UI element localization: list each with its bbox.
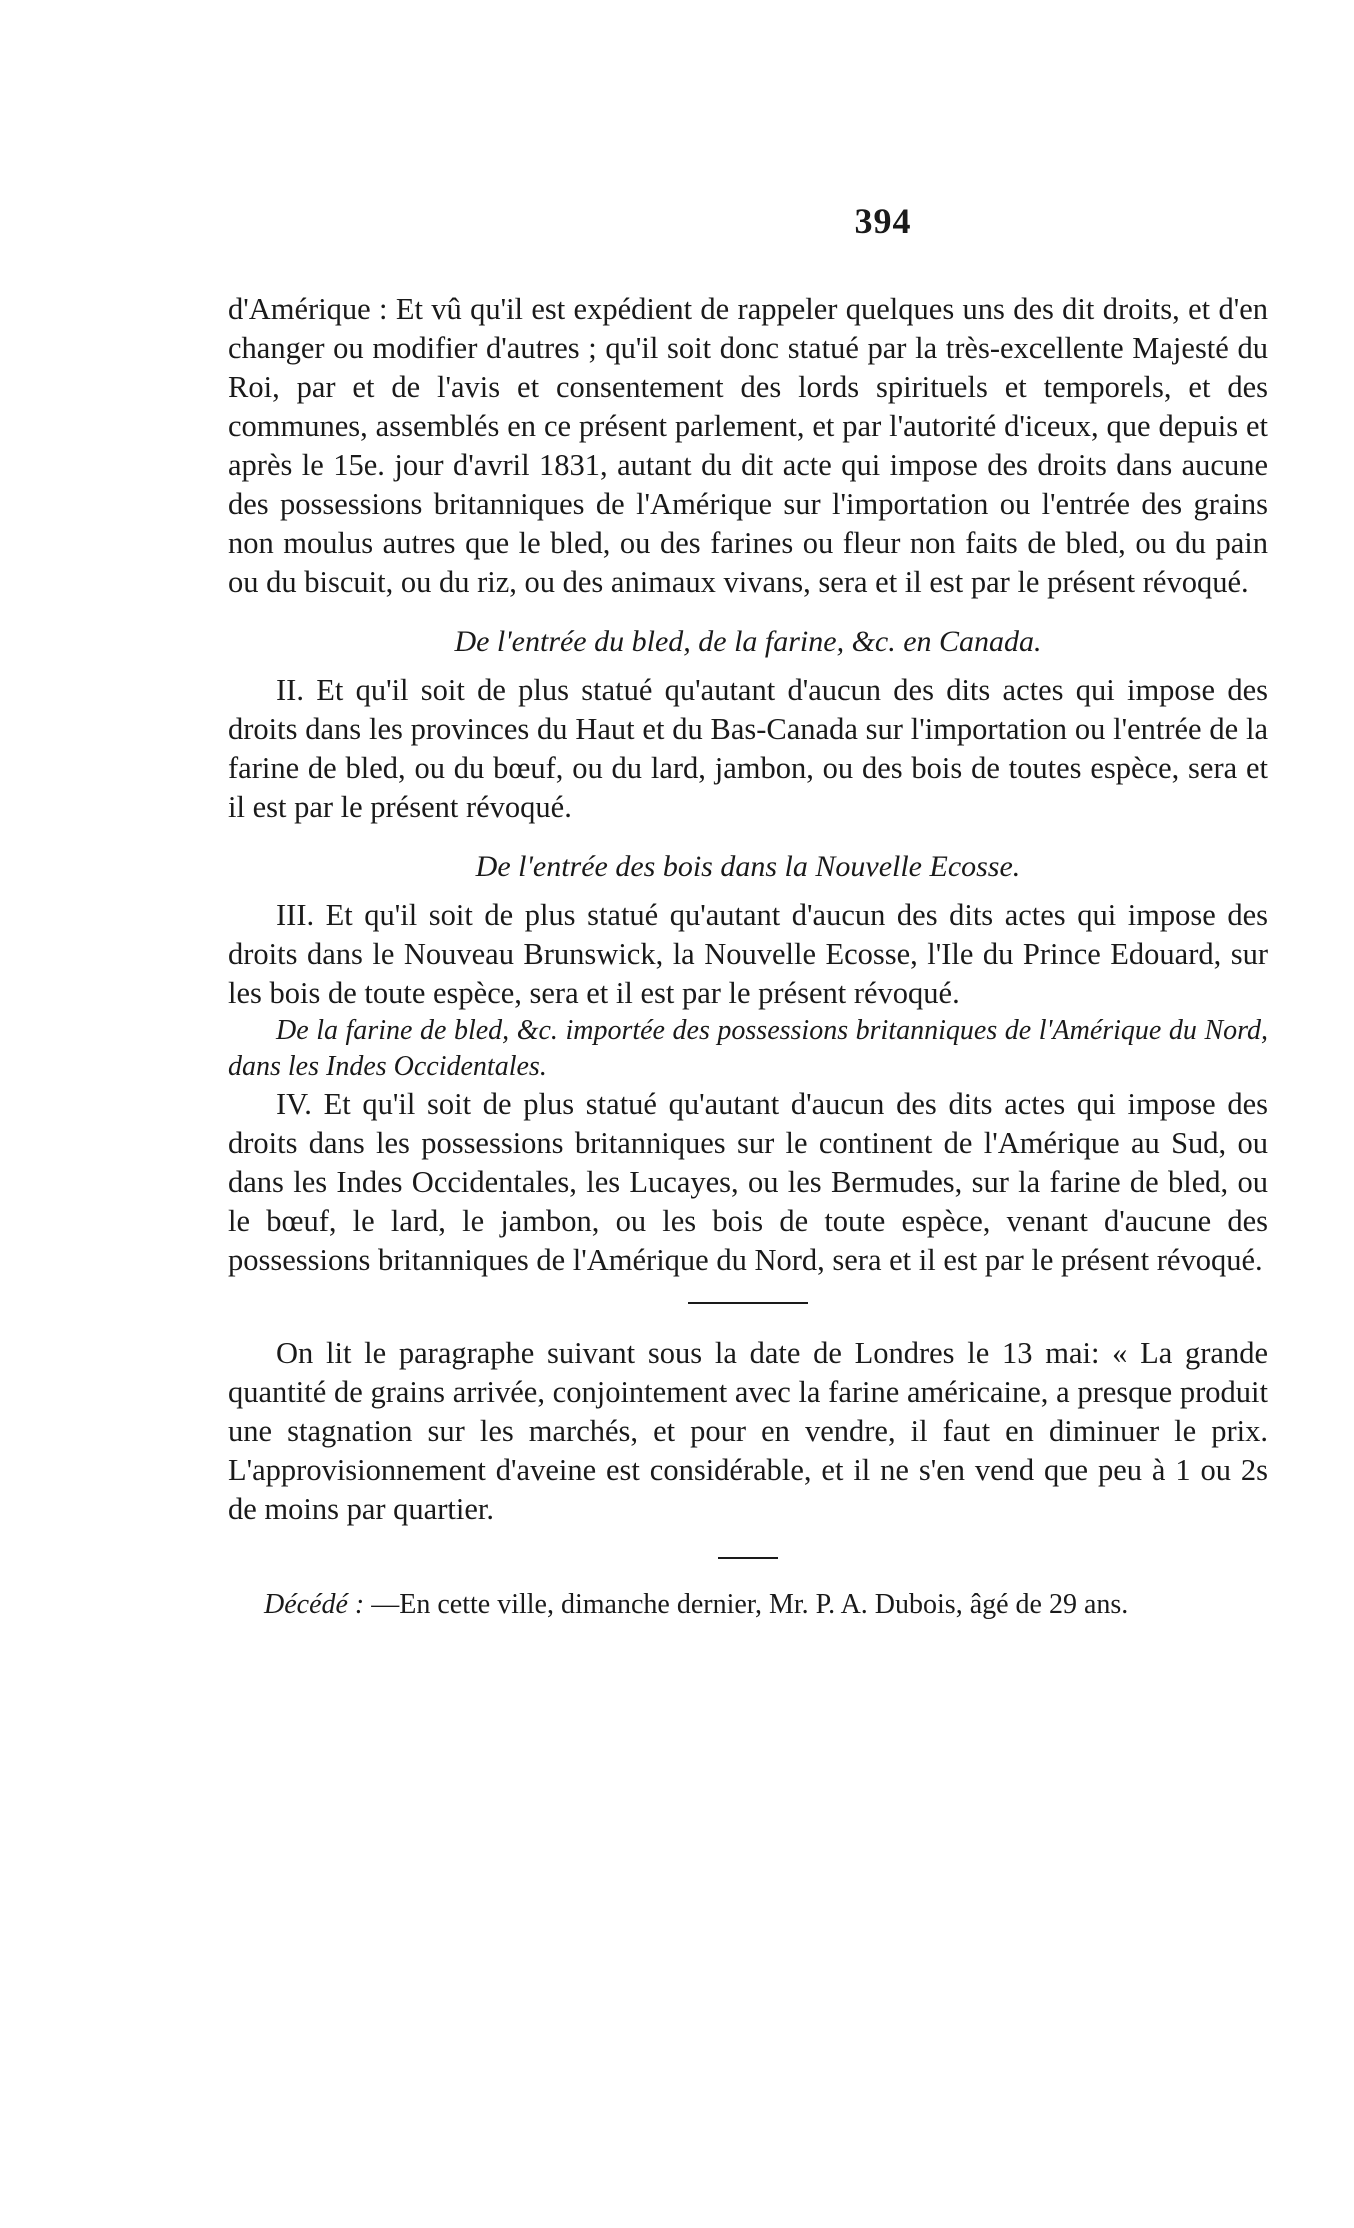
- separator-rule: [688, 1302, 808, 1304]
- article-number-3: III.: [276, 898, 315, 932]
- paragraph-2: [228, 671, 1268, 827]
- page-number: 394: [854, 201, 912, 241]
- document-page: [228, 200, 1268, 1623]
- paragraph-5: On lit le paragraphe suivant sous la date de Londres le 13 mai: « La grande quantité de grains arrivée, conjointement avec la farine américaine, a presque produit une stagnation sur les marchés, et pour en vendre, il faut en diminuer le prix. L'approvisionnement d'aveine est considérable, et il ne s'en vend que peu à 1 ou 2s de moins par quartier.: [228, 1336, 1268, 1526]
- paragraph-2-text: Et qu'il soit de plus statué qu'autant d'aucun des dits actes qui impose des droits dans les provinces du Haut et du Bas-Canada sur l'importation ou l'entrée de la farine de bled, ou du bœuf, ou du lard, jambon, ou des bois de toutes espèce, sera et il est par le présent révoqué.: [228, 673, 1269, 824]
- paragraph-3-text: Et qu'il soit de plus statué qu'autant d'aucun des dits actes qui impose des droits dans le Nouveau Brunswick, la Nouvelle Ecosse, l'Ile du Prince Edouard, sur les bois de toute espèce, sera et il est par le présent révoqué.: [228, 898, 1269, 1010]
- death-notice: [228, 1587, 1268, 1623]
- paragraph-4-text: Et qu'il soit de plus statué qu'autant d'aucun des dits actes qui impose des droits dans les possessions britanniques sur le continent de l'Amérique au Sud, ou dans les Indes Occidentales, les Lucayes, ou les Bermudes, sur la farine de bled, ou le bœuf, le lard, le jambon, ou les bois de toute espèce, venant d'aucune des possessions britanniques de l'Amérique du Nord, sera et il est par le présent révoqué.: [228, 1087, 1269, 1277]
- paragraph-3: [228, 896, 1268, 1013]
- paragraph-4: [228, 1085, 1268, 1280]
- death-notice-label: Décédé :: [264, 1589, 365, 1620]
- article-number-2: II.: [276, 673, 304, 707]
- section-heading-nouvelle-ecosse: De l'entrée des bois dans la Nouvelle Ecosse.: [475, 850, 1021, 883]
- separator-rule-short: [718, 1557, 778, 1559]
- section-heading-indes-occidentales: De la farine de bled, &c. importée des possessions britanniques de l'Amérique du Nord, dans les Indes Occidentales.: [228, 1015, 1268, 1082]
- paragraph-1: d'Amérique : Et vû qu'il est expédient de rappeler quelques uns des dit droits, et d'en changer ou modifier d'autres ; qu'il soit donc statué par la très-excellente Majesté du Roi, par et de l'avis et consentement des lords spirituels et temporels, et des communes, assemblés en ce présent parlement, et par l'autorité d'iceux, que depuis et après le 15e. jour d'avril 1831, autant du dit acte qui impose des droits dans aucune des possessions britanniques de l'Amérique sur l'importation ou l'entrée des grains non moulus autres que le bled, ou des farines ou fleur non faits de bled, ou du pain ou du biscuit, ou du riz, ou des animaux vivans, sera et il est par le présent révoqué.: [228, 292, 1268, 599]
- section-heading-canada: De l'entrée du bled, de la farine, &c. en Canada.: [454, 625, 1042, 658]
- death-notice-text: —En cette ville, dimanche dernier, Mr. P. A. Dubois, âgé de 29 ans.: [371, 1589, 1129, 1620]
- article-number-4: IV.: [276, 1087, 312, 1121]
